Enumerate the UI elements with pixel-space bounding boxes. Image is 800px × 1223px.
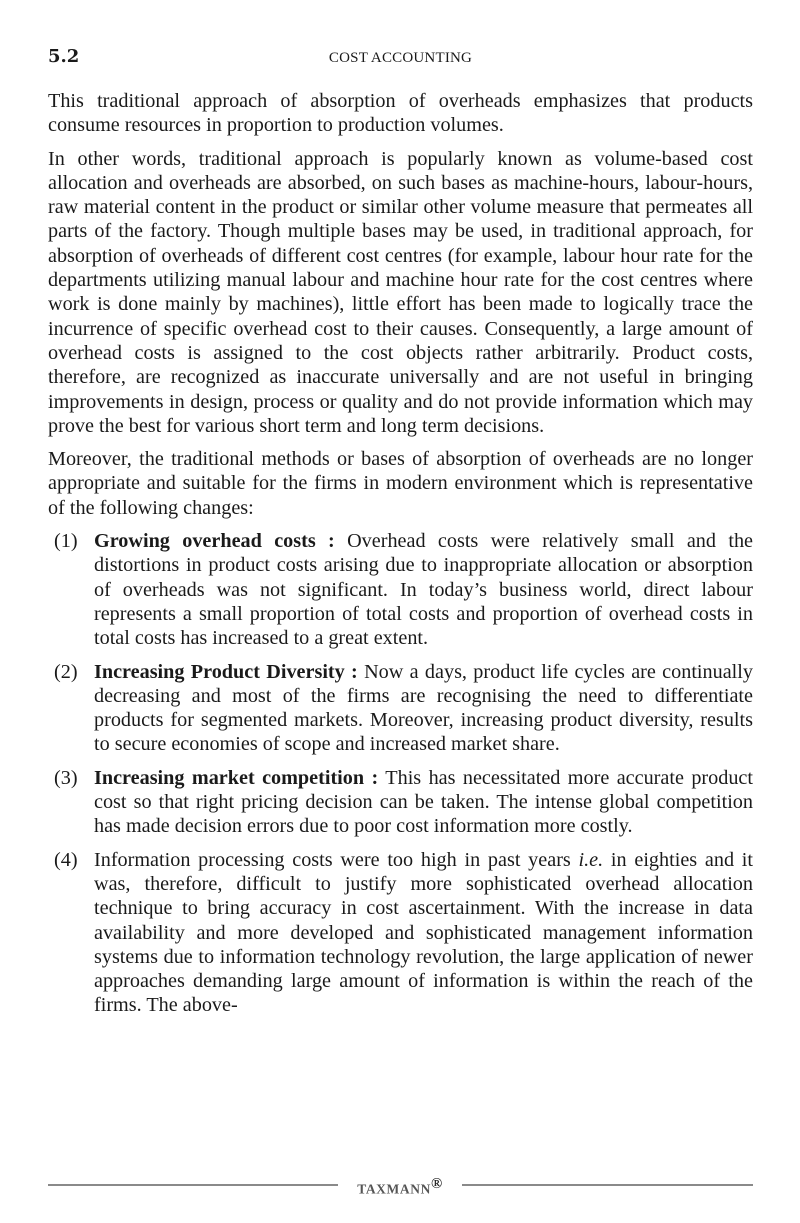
list-item-text-continued: in eighties and it was, therefore, difficult to justify more sophisticated overhead allocation technique to bring accuracy in cost ascertainment. With the increase in data availability and more developed and sophisticated management information systems due to information technology revolution, the large application of newer approaches demanding large amount of information is within the reach of the firms. The above-: [94, 848, 754, 1017]
footer-rule-right: [462, 1184, 753, 1186]
list-item-4: [48, 848, 753, 1018]
list-item-heading: Increasing market competition :: [94, 766, 379, 789]
list-item-text: Information processing costs were too high in past years: [94, 848, 579, 871]
list-item-number: (3): [54, 766, 78, 789]
list-item-number: (1): [54, 530, 78, 553]
list-item-text: Now a days, product life cycles are continually decreasing and most of the firms are recognising the need to differentiate products for segmented markets. Moreover, increasing product diversity, results to secure economies of scope and increased market share.: [94, 660, 753, 756]
paragraph-2: In other words, traditional approach is popularly known as volume-based cost allocation and overheads are absorbed, on such bases as machine-hours, labour-hours, raw material content in the product or similar other volume measure that permeates all parts of the factory. Though multiple bases may be used, in traditional approach, for absorption of overheads of different cost centres (for example, labour hour rate for the departments utilizing manual labour and machine hour rate for the cost centres where work is done mainly by machines), little effort has been made to logically trace the incurrence of specific overhead cost to their causes. Consequently, a large amount of overhead costs is assigned to the cost objects rather arbitrarily. Product costs, therefore, are recognized as inaccurate universally and are not useful in bringing improvements in design, process or quality and do not provide information which may prove the best for various short term and long term decisions.: [48, 147, 753, 437]
page-number: 5.2: [48, 46, 80, 67]
list-item-italic: i.e.: [578, 848, 604, 871]
list-item-1: [48, 529, 753, 650]
page-footer: [48, 1172, 753, 1196]
list-item-number: (2): [54, 660, 78, 683]
publisher-name: TAXMANN: [357, 1181, 431, 1197]
paragraph-1: This traditional approach of absorption of overheads emphasizes that products consume resources in proportion to production volumes.: [48, 90, 753, 137]
footer-rule-left: [48, 1184, 338, 1186]
list-item-number: (4): [54, 848, 78, 871]
paragraph-3: Moreover, the traditional methods or bases of absorption of overheads are no longer appropriate and suitable for the firms in modern environment which is representative of the following changes:: [48, 448, 753, 519]
list-item-text: Overhead costs were relatively small and the distortions in product costs arising due to inappropriate allocation or absorption of overheads was not significant. In today’s business world, direct labour represents a small proportion of total costs and proportion of overhead costs in total costs has increased to a great extent.: [94, 530, 753, 650]
list-item-heading: Growing overhead costs :: [94, 530, 335, 553]
body-text: [48, 89, 753, 1027]
document-page: [48, 0, 753, 1223]
list-item-2: [48, 660, 753, 757]
registered-mark: ®: [430, 1176, 443, 1192]
list-item-text: This has necessitated more accurate product cost so that right pricing decision can be taken. The intense global competition has made decision errors due to poor cost information more costly.: [94, 766, 753, 838]
publisher-brand: [338, 1172, 462, 1202]
book-title: COST ACCOUNTING: [328, 50, 473, 66]
running-head: [48, 44, 753, 70]
list-item-heading: Increasing Product Diversity :: [94, 660, 358, 683]
changes-list: [48, 529, 753, 1018]
list-item-3: [48, 766, 753, 839]
